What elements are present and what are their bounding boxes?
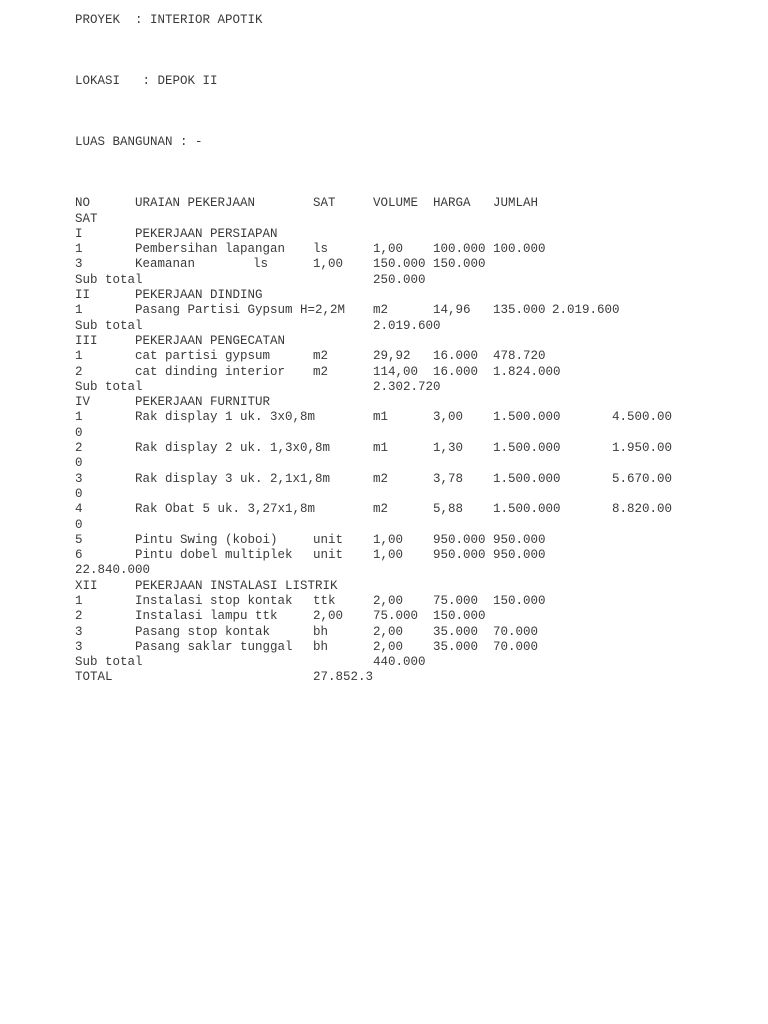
row-sat: m2: [373, 471, 389, 486]
row-harga: 1.500.000: [493, 410, 561, 425]
section-number: II: [75, 288, 91, 303]
col-harga: HARGA: [433, 196, 471, 211]
location-line: LOKASI : DEPOK II: [75, 74, 218, 89]
row-harga: 150.000: [433, 609, 486, 624]
row-no: 2: [75, 609, 83, 624]
row-harga: 950.000: [433, 548, 486, 563]
table-row: [75, 548, 755, 563]
col-volume: VOLUME: [373, 196, 419, 211]
section-title: PEKERJAAN PENGECATAN: [135, 333, 286, 348]
row-jumlah: 150.000: [433, 257, 486, 272]
col-no: NO: [75, 196, 91, 211]
row-no: 3: [75, 624, 83, 639]
row-sat: m2: [373, 303, 389, 318]
row-jumlah-wrap: 0: [75, 456, 83, 471]
row-no: 3: [75, 257, 83, 272]
row-sat: m2: [313, 349, 329, 364]
subtotal-label: Sub total: [75, 655, 143, 670]
section-number: XII: [75, 578, 98, 593]
col-sat: SAT: [313, 196, 336, 211]
row-jumlah: 5.670.00: [612, 471, 673, 486]
row-sat: unit: [313, 532, 344, 547]
row-no: 1: [75, 594, 83, 608]
row-name: Instalasi stop kontak: [135, 594, 293, 608]
subtotal-label: Sub total: [75, 272, 143, 287]
row-jumlah: 1.950.00: [612, 441, 673, 456]
row-no: 1: [75, 410, 83, 425]
table-row: [75, 625, 755, 640]
row-sat: bh: [313, 639, 329, 654]
subtotal-label: Sub total: [75, 318, 143, 333]
row-name: Pasang saklar tunggal: [135, 639, 293, 654]
row-sat: 2,00: [313, 609, 344, 624]
row-volume: 3,78: [433, 471, 464, 486]
row-name: Instalasi lampu ttk: [135, 609, 278, 624]
row-jumlah: 2.019.600: [552, 303, 620, 318]
row-harga: 1.500.000: [493, 471, 561, 486]
row-name: Rak display 2 uk. 1,3x0,8m: [135, 441, 331, 456]
row-jumlah: 70.000: [493, 624, 539, 639]
row-name: Pintu Swing (koboi): [135, 532, 278, 547]
row-no: 4: [75, 502, 83, 517]
row-harga: 950.000: [433, 532, 486, 547]
table-row: [75, 441, 755, 456]
row-jumlah: 1.824.000: [493, 364, 561, 379]
row-volume: 1,00: [373, 242, 404, 257]
subtotal-row: [75, 563, 755, 578]
subtotal-row: [75, 380, 755, 395]
row-harga: 100.000: [433, 242, 486, 257]
total-value: 27.852.3: [313, 670, 374, 685]
subtotal-value: 440.000: [373, 655, 426, 670]
row-sat: m1: [373, 441, 389, 456]
col-jumlah: JUMLAH: [493, 196, 539, 211]
row-volume: 75.000: [373, 609, 419, 624]
row-name: Pasang stop kontak: [135, 624, 271, 639]
building-area-line: LUAS BANGUNAN : -: [75, 135, 203, 150]
row-volume: 1,30: [433, 441, 464, 456]
table-row: [75, 609, 755, 624]
table-row: [75, 594, 755, 609]
subtotal-row: [75, 319, 755, 334]
row-harga: 35.000: [433, 624, 479, 639]
row-volume: 114,00: [373, 364, 419, 379]
row-jumlah: 950.000: [493, 548, 546, 563]
section-number: IV: [75, 395, 91, 410]
row-no: 5: [75, 532, 83, 547]
table-row: [75, 472, 755, 487]
row-name: Pintu dobel multiplek: [135, 548, 293, 563]
row-wrap: [75, 426, 755, 441]
row-harga: 75.000: [433, 594, 479, 608]
row-volume: 5,88: [433, 502, 464, 517]
row-no: 1: [75, 303, 83, 318]
project-line: PROYEK : INTERIOR APOTIK: [75, 13, 263, 27]
row-harga: 1.500.000: [493, 502, 561, 517]
row-sat: unit: [313, 548, 344, 563]
table-row: [75, 410, 755, 425]
section-title: PEKERJAAN PERSIAPAN: [135, 226, 278, 241]
col-sat-wrap: SAT: [75, 211, 98, 226]
row-name: Keamanan: [135, 257, 196, 272]
section-heading: [75, 288, 755, 303]
row-wrap: [75, 518, 755, 533]
row-harga: 35.000: [433, 639, 479, 654]
col-uraian: URAIAN PEKERJAAN: [135, 196, 256, 211]
section-heading: [75, 579, 755, 594]
row-jumlah: 8.820.00: [612, 502, 673, 517]
row-no: 1: [75, 242, 83, 257]
row-volume: 1,00: [373, 548, 404, 563]
table-row: [75, 257, 755, 272]
row-sat: ttk: [313, 594, 336, 608]
section-title: PEKERJAAN FURNITUR: [135, 395, 271, 410]
row-no: 6: [75, 548, 83, 563]
row-volume: 2,00: [373, 594, 404, 608]
row-volume: 3,00: [433, 410, 464, 425]
row-jumlah: 478.720: [493, 349, 546, 364]
row-name: cat dinding interior: [135, 364, 286, 379]
row-name: Rak display 1 uk. 3x0,8m: [135, 410, 316, 425]
row-volume: 14,96: [433, 303, 471, 318]
row-harga: 16.000: [433, 349, 479, 364]
row-volume: 29,92: [373, 349, 411, 364]
row-sat: m1: [373, 410, 389, 425]
table-row: [75, 502, 755, 517]
row-no: 3: [75, 471, 83, 486]
row-jumlah: 4.500.00: [612, 410, 673, 425]
subtotal-label: Sub total: [75, 379, 143, 394]
subtotal-value: 22.840.000: [75, 563, 151, 578]
row-sat: bh: [313, 624, 329, 639]
subtotal-value: 2.302.720: [373, 379, 441, 394]
row-sat: m2: [313, 364, 329, 379]
section-number: I: [75, 226, 83, 241]
row-no: 2: [75, 441, 83, 456]
row-volume: 2,00: [373, 624, 404, 639]
row-name: Rak Obat 5 uk. 3,27x1,8m: [135, 502, 316, 517]
row-jumlah: 150.000: [493, 594, 546, 608]
total-row: [75, 670, 755, 685]
row-sat: ls: [253, 257, 269, 272]
row-no: 1: [75, 349, 83, 364]
row-wrap: [75, 456, 755, 471]
row-jumlah-wrap: 0: [75, 517, 83, 532]
subtotal-value: 2.019.600: [373, 318, 441, 333]
row-jumlah: 70.000: [493, 639, 539, 654]
row-jumlah: 950.000: [493, 532, 546, 547]
section-heading: [75, 334, 755, 349]
table-header-wrap: [75, 212, 755, 227]
row-harga: 16.000: [433, 364, 479, 379]
row-jumlah: 100.000: [493, 242, 546, 257]
subtotal-row: [75, 655, 755, 670]
section-heading: [75, 227, 755, 242]
table-row: [75, 349, 755, 364]
row-jumlah-wrap: 0: [75, 425, 83, 440]
row-name: Rak display 3 uk. 2,1x1,8m: [135, 471, 331, 486]
row-sat: m2: [373, 502, 389, 517]
row-volume: 2,00: [373, 639, 404, 654]
table-row: [75, 303, 755, 318]
table-row: [75, 533, 755, 548]
section-number: III: [75, 333, 98, 348]
row-volume: 1,00: [313, 257, 344, 272]
table-header: [75, 196, 755, 211]
row-no: 3: [75, 639, 83, 654]
row-jumlah-wrap: 0: [75, 486, 83, 501]
row-name: Pasang Partisi Gypsum H=2,2M: [135, 303, 346, 318]
row-name: cat partisi gypsum: [135, 349, 271, 364]
row-name: Pembersihan lapangan: [135, 242, 286, 257]
table-row: [75, 640, 755, 655]
table-row: [75, 242, 755, 257]
subtotal-row: [75, 273, 755, 288]
section-title: PEKERJAAN DINDING: [135, 288, 263, 303]
section-heading: [75, 395, 755, 410]
table-row: [75, 365, 755, 380]
total-label: TOTAL: [75, 670, 113, 685]
subtotal-value: 250.000: [373, 272, 426, 287]
section-title: PEKERJAAN INSTALASI LISTRIK: [135, 578, 338, 593]
row-sat: ls: [313, 242, 329, 257]
document-body: [75, 13, 755, 686]
row-harga: 135.000: [493, 303, 546, 318]
row-no: 2: [75, 364, 83, 379]
row-harga: 1.500.000: [493, 441, 561, 456]
row-harga: 150.000: [373, 257, 426, 272]
row-wrap: [75, 487, 755, 502]
row-volume: 1,00: [373, 532, 404, 547]
